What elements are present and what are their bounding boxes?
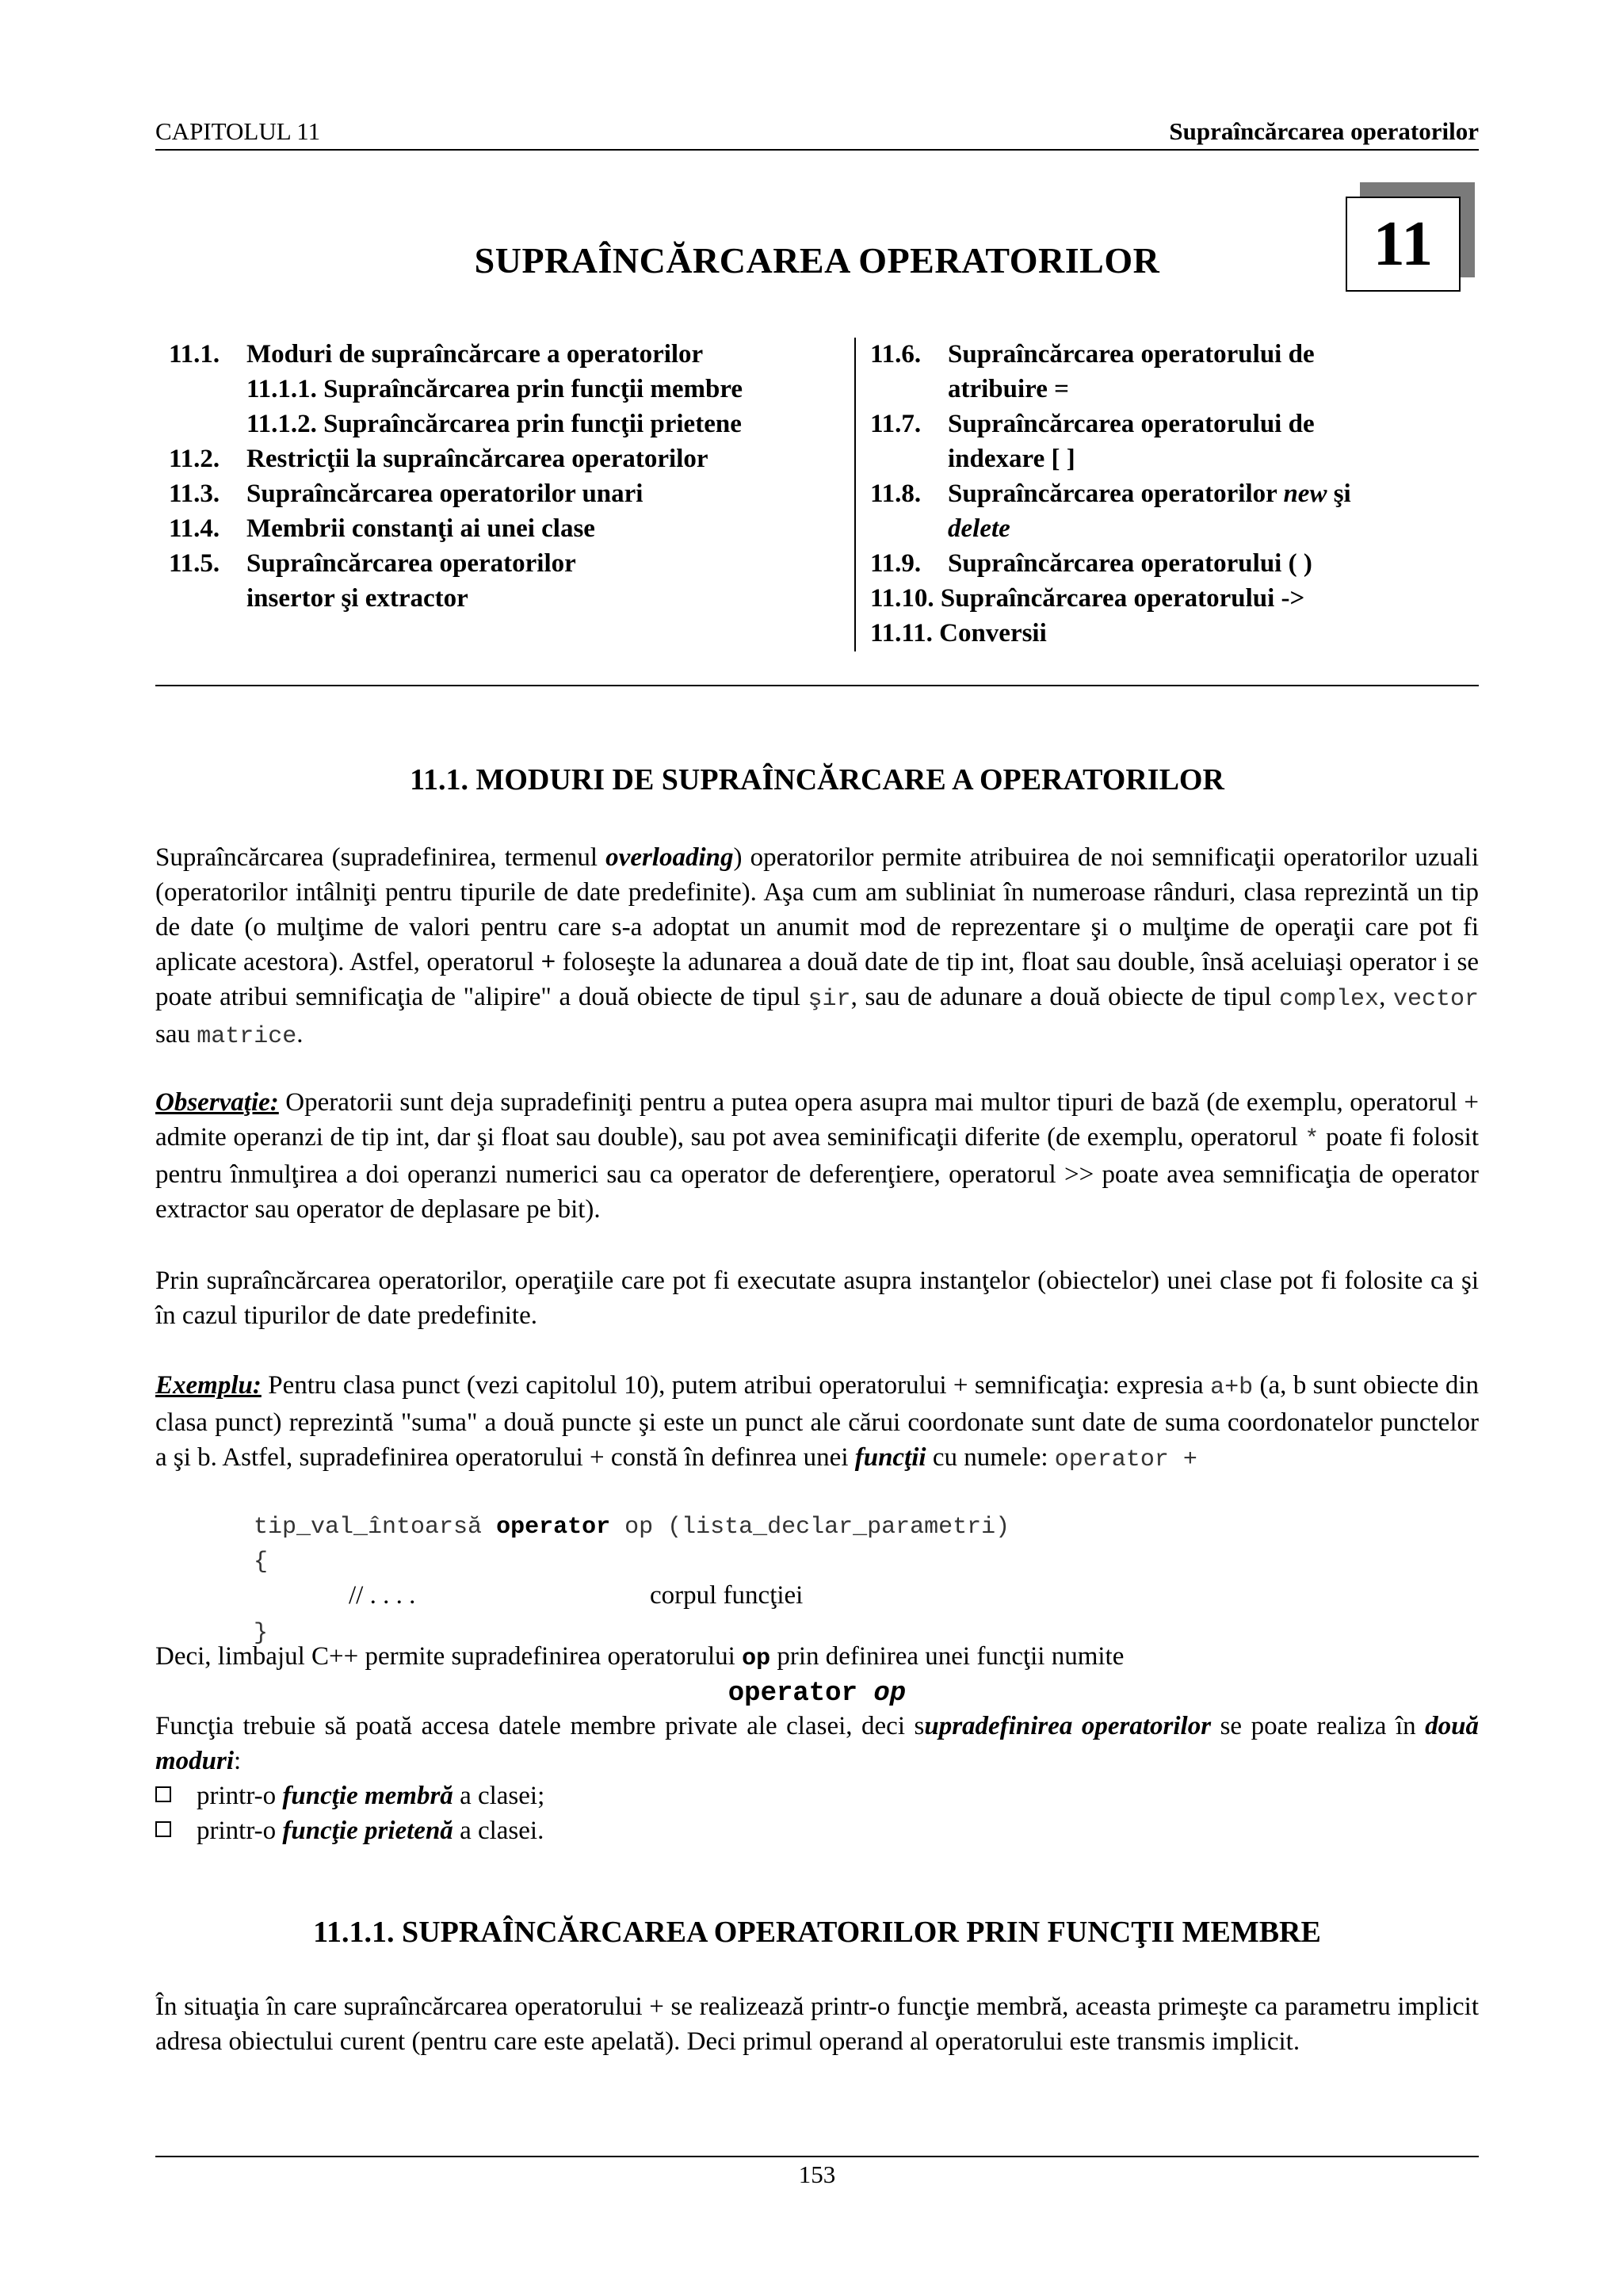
- toc-item: 11.8. Supraîncărcarea operatorilor new şi: [870, 479, 1351, 508]
- toc-item: 11.1. Moduri de supraîncărcare a operatorilor: [169, 340, 704, 369]
- section-heading: 11.1. MODURI DE SUPRAÎNCĂRCARE A OPERATORILOR: [410, 763, 1224, 797]
- toc-item: atribuire =: [948, 375, 1069, 403]
- code-line: // . . . . corpul funcţiei: [349, 1581, 804, 1610]
- toc-item: delete: [948, 514, 1010, 543]
- paragraph-functia: Funcţia trebuie să poată accesa datele membre private ale clasei, deci supradefinirea operatorilor se poate realiza în două moduri:: [155, 1712, 1479, 1775]
- bullet-item: printr-o funcţie membră a clasei;: [155, 1778, 544, 1813]
- checkbox-square-icon: [155, 1786, 171, 1802]
- checkbox-square-icon: [155, 1821, 171, 1837]
- toc-divider: [854, 338, 856, 651]
- toc-item: 11.4. Membrii constanţi ai unei clase: [169, 514, 595, 543]
- paragraph-membre: În situaţia în care supraîncărcarea operatorului + se realizează printr-o funcţie membră, aceasta primeşte ca parametru implicit adresa obiectului curent (pentru care este apelată). Deci primul operand al operatorului este transmis implicit.: [155, 1992, 1479, 2056]
- chapter-number-box: 11: [1346, 197, 1461, 292]
- running-header: [155, 117, 1479, 151]
- toc-item: 11.10. Supraîncărcarea operatorului ->: [870, 584, 1305, 613]
- toc-item: 11.7. Supraîncărcarea operatorului de: [870, 410, 1315, 438]
- header-topic: Supraîncărcarea operatorilor: [1169, 117, 1479, 145]
- toc-left-column: [169, 337, 850, 616]
- code-line: }: [254, 1620, 269, 1647]
- chapter-title: SUPRAÎNCĂRCAREA OPERATORILOR: [474, 240, 1160, 281]
- toc-item: 11.1.2. Supraîncărcarea prin funcţii prietene: [246, 410, 742, 438]
- toc-item: insertor şi extractor: [246, 584, 468, 613]
- paragraph-overloading: Prin supraîncărcarea operatorilor, operaţiile care pot fi executate asupra instanţelor (obiectelor) unei clase pot fi folosite ca şi în cazul tipurilor de date predefinite.: [155, 1266, 1479, 1330]
- bullet-item: printr-o funcţie prietenă a clasei.: [155, 1813, 544, 1848]
- toc-item: 11.5. Supraîncărcarea operatorilor: [169, 549, 576, 578]
- toc-item: 11.11. Conversii: [870, 619, 1047, 648]
- toc-item: indexare [ ]: [948, 445, 1075, 473]
- exemplu-label: Exemplu:: [155, 1371, 262, 1400]
- toc-item: 11.2. Restricţii la supraîncărcarea operatorilor: [169, 445, 708, 473]
- toc-item: 11.3. Supraîncărcarea operatorilor unari: [169, 479, 643, 508]
- operator-op-line: operator op: [727, 1679, 907, 1709]
- footer-rule: [155, 2156, 1479, 2157]
- toc-item: 11.1.1. Supraîncărcarea prin funcţii membre: [246, 375, 743, 403]
- page-number: 153: [798, 2160, 836, 2188]
- paragraph-exemplu: Exemplu: Pentru clasa punct (vezi capitolul 10), putem atribui operatorului + semnificaţia: expresia a+b (a, b sunt obiecte din clasa punct) reprezintă "suma" a două puncte şi este un punct ale cărui coordonate sunt date de suma coordonatelor punctelor a şi b. Astfel, supradefinirea operatorului + constă în definrea unei funcţii cu numele: operator +: [155, 1371, 1480, 1473]
- code-line: {: [254, 1549, 269, 1576]
- subsection-heading: 11.1.1. SUPRAÎNCĂRCAREA OPERATORILOR PRIN FUNCŢII MEMBRE: [313, 1916, 1321, 1949]
- toc-item: 11.6. Supraîncărcarea operatorului de: [870, 340, 1315, 369]
- code-line: tip_val_întoarsă operator op (lista_declar_parametri): [254, 1514, 1010, 1541]
- code-block: [254, 1509, 1363, 1650]
- paragraph-deci: Deci, limbajul C++ permite supradefinirea operatorului op prin definirea unei funcţii numite: [155, 1642, 1125, 1672]
- observatie-label: Observaţie:: [155, 1088, 279, 1117]
- paragraph-intro: Supraîncărcarea (supradefinirea, termenul overloading) operatorilor permite atribuirea de noi semnificaţii operatorilor uzuali (operatorilor intâlniţi pentru tipurile de date predefinite). Aşa cum am subliniat în numeroase rânduri, clasa reprezintă un tip de date (o mulţime de valori pentru care s-a adoptat un anumit mod de reprezentare şi o mulţime de operaţii care pot fi aplicate acestora). Astfel, operatorul + foloseşte la adunarea a două date de tip int, float sau double, însă aceluiaşi operator i se poate atribui semnificaţia de "alipire" a două obiecte de tipul şir, sau de adunare a două obiecte de tipul complex, vector sau matrice.: [155, 843, 1480, 1050]
- toc-right-column: [870, 337, 1472, 651]
- toc-item: 11.9. Supraîncărcarea operatorului ( ): [870, 549, 1312, 578]
- toc-rule: [155, 685, 1479, 686]
- header-chapter: CAPITOLUL 11: [155, 117, 321, 145]
- paragraph-observatie: Observaţie: Operatorii sunt deja supradefiniţi pentru a putea opera asupra mai multor tipuri de bază (de exemplu, operatorul + admite operanzi de tip int, dar şi float sau double), sau pot avea seminificaţii diferite (de exemplu, operatorul * poate fi folosit pentru înmulţirea a doi operanzi numerici sau ca operator de deferenţiere, operatorul >> poate avea semnificaţia de operator extractor sau operator de deplasare pe bit).: [155, 1088, 1479, 1224]
